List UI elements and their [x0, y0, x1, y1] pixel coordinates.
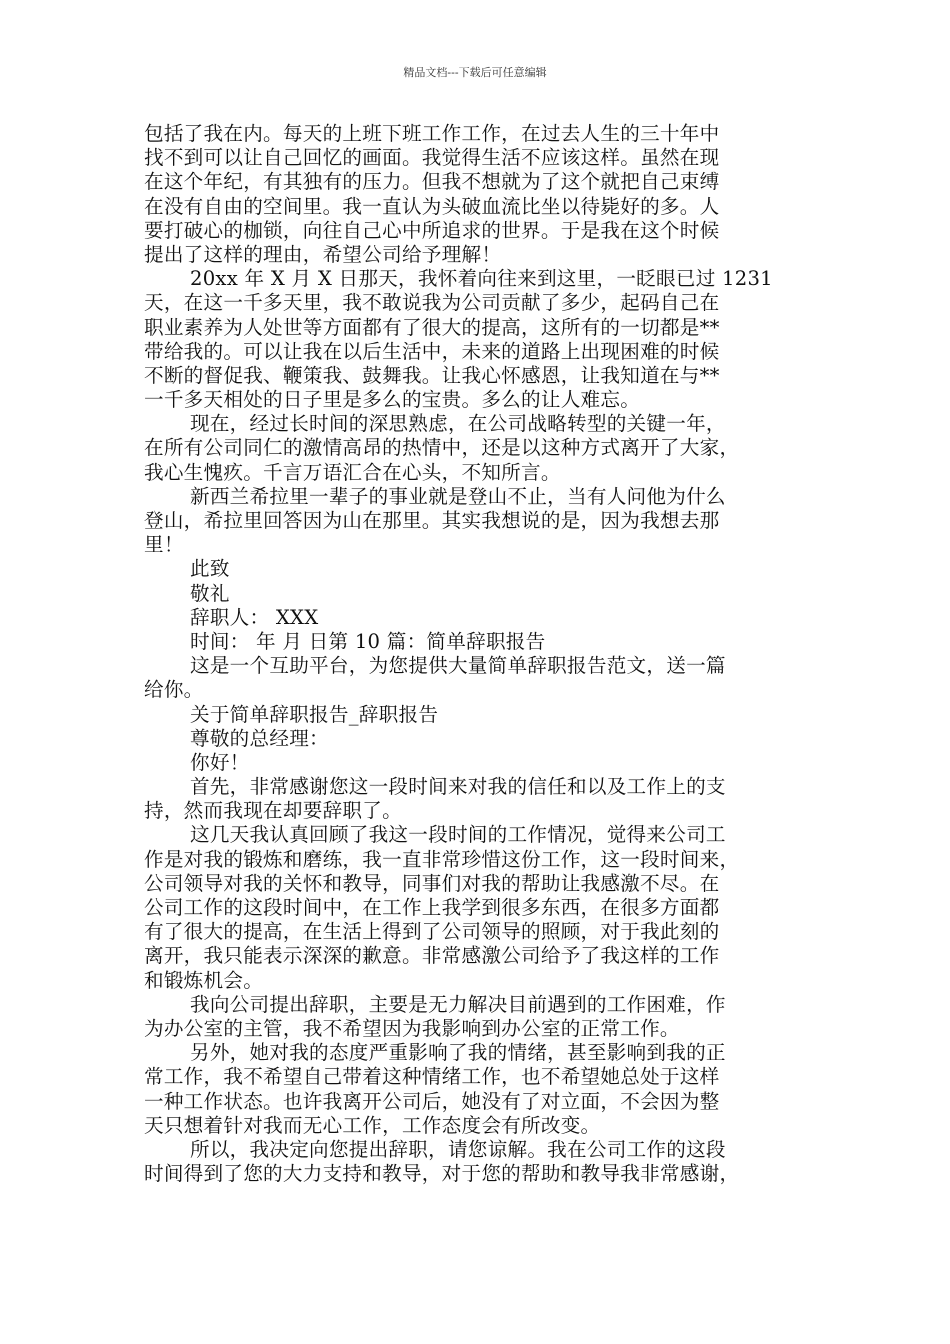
text-line: 公司工作的这段时间中，在工作上我学到很多东西，在很多方面都 [144, 896, 720, 919]
text-line: 现在，经过长时间的深思熟虑，在公司战略转型的关键一年， [190, 412, 726, 436]
text-line: 这几天我认真回顾了我这一段时间的工作情况，觉得来公司工 [190, 823, 726, 847]
text-line: 敬礼 [190, 581, 230, 605]
text-line: 首先，非常感谢您这一段时间来对我的信任和以及工作上的支 [190, 775, 726, 799]
text-line: 有了很大的提高，在生活上得到了公司领导的照顾，对于我此刻的 [144, 920, 720, 944]
text-line: 常工作，我不希望自己带着这种情绪工作，也不希望她总处于这样 [144, 1065, 720, 1089]
page-header: 精品文档---下载后可任意编辑 [403, 66, 547, 79]
text-line: 此致 [190, 557, 230, 581]
text-line: 公司领导对我的关怀和教导，同事们对我的帮助让我感激不尽。在 [144, 871, 720, 895]
text-line: 天，在这一千多天里，我不敢说我为公司贡献了多少，起码自己在 [144, 291, 720, 315]
text-line: 里！ [144, 533, 184, 557]
text-line: 作是对我的锻炼和磨练，我一直非常珍惜这份工作，这一段时间来， [144, 847, 740, 871]
text-line: 给你。 [144, 678, 204, 702]
text-line: 我向公司提出辞职，主要是无力解决目前遇到的工作困难，作 [190, 992, 726, 1016]
text-line: 尊敬的总经理： [190, 726, 329, 750]
text-line: 时间： 年 月 日第 10 篇：简单辞职报告 [190, 629, 546, 653]
text-line: 另外，她对我的态度严重影响了我的情绪，甚至影响到我的正 [190, 1041, 726, 1065]
text-line: 职业素养为人处世等方面都有了很大的提高，这所有的一切都是** [144, 315, 720, 339]
text-line: 这是一个互助平台，为您提供大量简单辞职报告范文，送一篇 [190, 654, 726, 678]
text-line: 和锻炼机会。 [144, 968, 264, 992]
text-line: 时间得到了您的大力支持和教导，对于您的帮助和教导我非常感谢， [144, 1162, 740, 1186]
text-line: 一种工作状态。也许我离开公司后，她没有了对立面，不会因为整 [144, 1089, 720, 1113]
text-line: 你好！ [190, 750, 250, 774]
text-line: 辞职人： XXX [190, 605, 319, 629]
text-line: 所以，我决定向您提出辞职，请您谅解。我在公司工作的这段 [190, 1137, 726, 1161]
text-line: 带给我的。可以让我在以后生活中，未来的道路上出现困难的时候 [144, 339, 720, 363]
text-line: 提出了这样的理由，希望公司给予理解！ [144, 242, 502, 266]
text-line: 在没有自由的空间里。我一直认为头破血流比坐以待毙好的多。人 [144, 194, 720, 218]
text-line: 天只想着针对我而无心工作，工作态度会有所改变。 [144, 1113, 601, 1137]
text-line: 离开，我只能表示深深的歉意。非常感激公司给予了我这样的工作 [144, 944, 720, 968]
text-line: 在这个年纪，有其独有的压力。但我不想就为了这个就把自己束缚 [144, 170, 720, 194]
text-line: 一千多天相处的日子里是多么的宝贵。多么的让人难忘。 [144, 388, 641, 412]
text-line: 要打破心的枷锁，向往自己心中所追求的世界。于是我在这个时候 [144, 218, 720, 242]
text-line: 登山，希拉里回答因为山在那里。其实我想说的是，因为我想去那 [144, 509, 720, 532]
text-line: 包括了我在内。每天的上班下班工作工作，在过去人生的三十年中 [144, 122, 720, 145]
document-body [144, 122, 822, 1186]
text-line: 持，然而我现在却要辞职了。 [144, 799, 402, 823]
text-line: 为办公室的主管，我不希望因为我影响到办公室的正常工作。 [144, 1016, 680, 1040]
text-line: 不断的督促我、鞭策我、鼓舞我。让我心怀感恩，让我知道在与** [144, 363, 720, 387]
text-line: 我心生愧疚。千言万语汇合在心头，不知所言。 [144, 460, 561, 484]
text-line: 20xx 年 X 月 X 日那天，我怀着向往来到这里，一眨眼已过 1231 [190, 267, 773, 291]
text-line: 新西兰希拉里一辈子的事业就是登山不止，当有人问他为什么 [190, 484, 726, 508]
text-line: 找不到可以让自己回忆的画面。我觉得生活不应该这样。虽然在现 [144, 146, 720, 170]
text-line: 在所有公司同仁的激情高昂的热情中，还是以这种方式离开了大家， [144, 436, 740, 460]
text-line: 关于简单辞职报告_辞职报告 [190, 702, 439, 726]
